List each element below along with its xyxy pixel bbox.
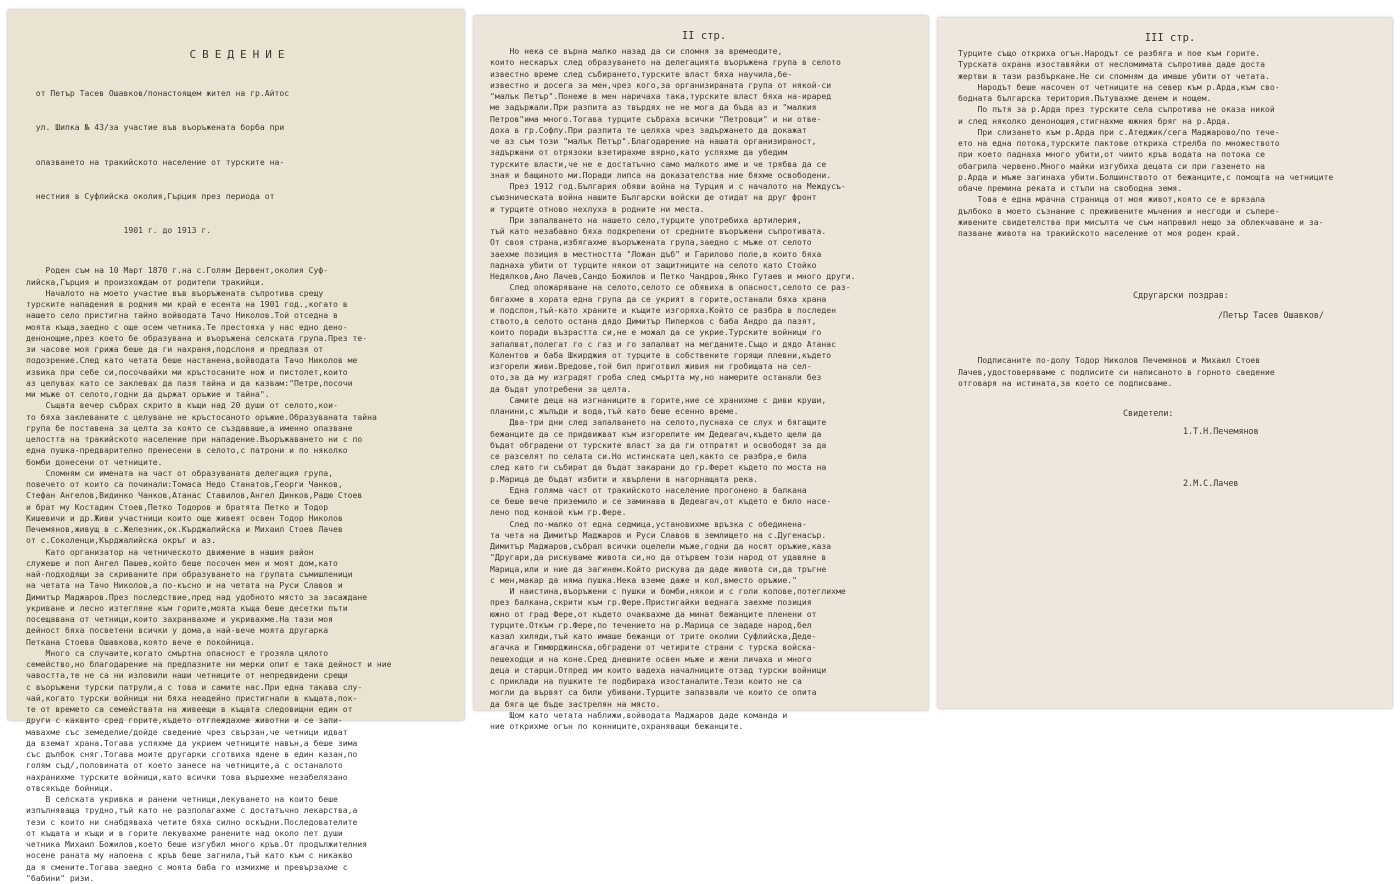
header-line: опазването на тракийското население от турските на-	[26, 156, 285, 167]
typed-line: че аз съм този "малък Петър".Благодарение на нашата организираност,	[490, 136, 817, 146]
typed-line: Началото на моето участие във въоръжената съпротива срещу	[26, 287, 324, 298]
signature: /Петър Тасев Ошавков/	[1218, 310, 1324, 321]
typed-line: ми мъже от селото,годни да държат оръжие и тайна".	[26, 389, 270, 399]
typed-line: повечето от които са починали:Томаса Недо Станатов,Георги Чанков,	[26, 479, 343, 489]
typed-line: да бяга ще бъде застрелян на място.	[490, 698, 661, 709]
typed-line: от с.Соколенци,Кърджалийска окръг и аз.	[26, 535, 217, 546]
page-1-title: СВЕДЕНИЕ	[189, 48, 291, 61]
typed-line: да я смените.Тогава заедно с моята баба го измихме и превързахме с	[26, 861, 348, 872]
typed-line: тъй като незабавно бяха подкрепени от средните въоръжени съпротивата.	[490, 226, 827, 236]
typed-line: и турците отново нехлуха в родните ни места.	[490, 203, 705, 214]
typed-line: които нескаръх след образуването на делегацията въоръжена група в селото	[490, 57, 841, 68]
document-page-3	[938, 18, 1392, 708]
typed-line: Това е една мрачна страница от моя живот,която се е врязала	[958, 194, 1265, 205]
typed-line: семейство,но благодарение на предпазните ни мерки опит е така дейност и ние	[26, 659, 392, 669]
typed-line: И наистина,въоръжени с пушки и бомби,някои и с голи колове,потеглихме	[490, 586, 846, 596]
typed-line: бодната българска територия.Пътувахме денем и нощем.	[958, 93, 1212, 103]
typed-line: най-подходящи за скриваните при образуването на групата съмишленици	[26, 569, 353, 579]
typed-line: при което паднаха много убити,от чиито кръв водата на потока се	[958, 149, 1265, 160]
typed-line: група бе поставена за целта за която се създаваше,а именно опазване	[26, 422, 353, 433]
header-line: ул. Шипка № 43/за участие във въоръжената борба при	[26, 122, 285, 133]
typed-line: Петров"има много.Тогава турците събраха всички "Петровци" и ни отве-	[490, 113, 822, 124]
typed-line: ството,в селото остана дядо Димитър Пиперков с баба Андро да пазят,	[490, 316, 817, 326]
typed-line: могли да вървят са били убивани.Турците запазвали че които се опита	[490, 687, 817, 698]
typed-line: дейност бяха посветени всички у дома,а най-вече моята другарка	[26, 625, 329, 636]
typed-line: По пътя за р.Арда през турските села съпротива не оказа никой	[958, 104, 1275, 115]
typed-line: ето на една потока,турските пактове откриха стрелба по множеството	[958, 138, 1280, 148]
typed-line: изгорели живи.Вредове,той бил приготвил живия ни гробищата на сел-	[490, 361, 812, 371]
typed-line: деца и старци.Отпред им които вадеха началниците отзад турски войници	[490, 664, 827, 675]
typed-line: пешеходци и на коне.Сред днешните освен мъже и жени личаха и много	[490, 653, 812, 664]
confirmation-line: отговаря на истината,за което се подписваме.	[958, 377, 1173, 388]
typed-line: целостта на тракийското население при нападение.Въоръжаването ни с по	[26, 434, 363, 444]
typed-line: с въоръжени турски патрули,а с това и самите нас.При една такава слу-	[26, 681, 363, 692]
typed-line: и брат му Костадин Стоев,Петко Тодоров и братята Петко и Тодор	[26, 501, 329, 512]
typed-line: служеше и поп Ангел Пашев,който беше посочен мен и моят дом,като	[26, 557, 338, 568]
typed-line: укриване и лесно изтегляне към горите,моята къща беше десетки пъти	[26, 602, 348, 613]
typed-line: денонощие,през което бе образувана и въоръжена селската група.През те-	[26, 332, 368, 343]
typed-line: от къщата и къщи и в горите лекувахме ранените над около пет души	[26, 827, 343, 838]
typed-line: се разселят по селата си.Но истинската цел,както се разбра,е била	[490, 451, 807, 461]
typed-line: Щом като четата наближи,войводата Маджаров даде команда и	[490, 709, 788, 720]
typed-line: посещавана от четници,които захранвахме и укривахме.На тази моя	[26, 614, 333, 624]
typed-line: запалват,полегат го с газ и го запалват на мегданите.Също и дядо Атанас	[490, 338, 836, 349]
typed-line: лено под конвой към гр.Фере.	[490, 507, 627, 518]
typed-line: с приклади на пушките те подбираха изостаналите.Тези които не са	[490, 676, 802, 686]
typed-line: съюзническата война нашите Български войски де отидат на друг фронт	[490, 192, 817, 203]
typed-line: аз целувах като се заклевах да пазя тайна и да казвам:"Петре,посочи	[26, 377, 353, 388]
typed-line: заехме позиция в местността "Ложан дъб" и Гарилово поле,в които бяха	[490, 248, 822, 259]
typed-line: "бабини" ризи.	[26, 872, 95, 883]
typed-line: агачка и Гюмюрджинска,обградени от четирите страни с турска войска-	[490, 642, 817, 653]
header-line: нестния в Суфлийска околия,Гърция през периода от	[26, 190, 275, 201]
typed-line: и подслон,тъй-като храните и къщите изгоряха.Който се разбра в последен	[490, 304, 836, 315]
typed-line: изпълняваща трудно,тъй като не разполагахме с достатъчно лекарства,а	[26, 805, 358, 816]
typed-line: бягахме в хората една група да се укрият в горите,останали бяха храна	[490, 293, 827, 304]
typed-line: "Другари,да рискуваме живота си,но да отървем този народ от удавяне в	[490, 552, 827, 563]
typed-line: тези с които ни снабдяваха четите бяха силно оскъдни.Последователите	[26, 816, 358, 827]
typed-line: През 1912 год.България обяви война на Турция и с началото на Междусъ-	[490, 181, 846, 191]
typed-line: мавахме със земеделие/дойде сведение чрез свързан,че четници идват	[26, 726, 348, 737]
typed-line: Стефан Ангелов,Видинко Чанков,Атанас Ставилов,Ангел Динков,Радю Стоев	[26, 490, 363, 501]
typed-line: през балкана,скрити към гр.Фере.Пристигайки веднага заехме позиция	[490, 597, 812, 608]
typed-line: Много са случаите,когато смъртна опасност е грозяла цялото	[26, 647, 329, 658]
header-line: 1901 г. до 1913 г.	[26, 225, 212, 235]
page-1-header	[26, 65, 454, 259]
typed-line: При слизането към р.Арда при с.Атеджик/сега Маджарово/по тече-	[958, 126, 1280, 137]
typed-line: известно и досега за мен,чрез кого,за организираната група от някой-си	[490, 79, 832, 90]
typed-line: Роден съм на 10 Март 1870 г.на с.Голям Дервент,околия Суф-	[26, 265, 329, 276]
typed-line: Турците също откриха огън.Народът се разбяга и пое към горите.	[958, 48, 1261, 58]
typed-line: след като ги събират да бъдат закарани до гр.Ферет където по моста на	[490, 462, 827, 473]
witnesses-label: Свидетели:	[1123, 408, 1174, 418]
typed-line: След по-малко от една седмица,установихме връзка с обединена-	[490, 518, 807, 529]
typed-line: зи часове моя грижа беше да ги нахраня,подслоня и предпазя от	[26, 344, 324, 354]
witness-2: 2.М.С.Лачев	[1183, 478, 1239, 488]
typed-line: то бяха заклеваните с целуване не кръстосаното оръжие.Образуваната тайна	[26, 411, 377, 422]
typed-line: Кишевичи и др.Живи участници които още живеят освен Тодор Николов	[26, 512, 343, 523]
typed-line: една пушка-предварително пренесени в селото,с патрони и по няколко	[26, 445, 348, 456]
typed-line: живените свидетелства при мисълта че съм направил нещо за облекчаване и за-	[958, 216, 1324, 227]
typed-line: Спомням си имената на част от образуваната делегация група,	[26, 467, 333, 478]
typed-line: турските власти,че не е достатъчно само малкото име и че трябва да се	[490, 158, 827, 169]
page-3-body	[958, 48, 1382, 239]
greeting: Сдругарски поздрав:	[1133, 290, 1229, 301]
document-page-2	[474, 16, 928, 731]
typed-line: паднаха убити от турците някои от защитниците на селото като Стойко	[490, 259, 817, 270]
typed-line: Петкана Стоева Ошавкова,която вече е покойница.	[26, 636, 256, 647]
typed-line: подозрение.След като четата беше настанена,войводата Тачо Николов ме	[26, 355, 358, 366]
typed-line: които поради възрастта си,не е можал да се укрие.Турските войници го	[490, 327, 822, 338]
typed-line: отвсякъде бойници.	[26, 782, 114, 793]
typed-line: След опожаряване на селото,селото се обявиха в опасност,селото се раз-	[490, 282, 851, 293]
typed-line: бомби донесени от четниците.	[26, 456, 163, 467]
typed-line: нашето село пристигна тайно войводата Тачо Николов.Той отседна в	[26, 310, 338, 321]
typed-line: голям съд/,половината от което занесе на четниците,а с останалото	[26, 760, 343, 771]
confirmation-line: Лачев,удостоверяваме с подписите си написаното в горното сведение	[958, 366, 1275, 377]
typed-line: Турската охрана изоставяйки от несломимата съпротива даде доста	[958, 59, 1265, 70]
typed-line: с мен,макар да няма пушка.Нека вземе даже и кол,вместо оръжие."	[490, 574, 797, 585]
typed-line: Печемянов,живущ в с.Железник,ок.Кърджалийска и Михаил Стоев Лачев	[26, 524, 343, 534]
page-3-title: III стр.	[1144, 32, 1196, 44]
typed-line: обагрила червено.Много майки изгубиха децата си при газенето на	[958, 160, 1265, 171]
typed-line: да бъдат употребени за целта.	[490, 383, 632, 394]
typed-line: се беше вече приземило и се заминава в Дедеагач,от където е било насе-	[490, 496, 832, 506]
typed-line: При запалването на нашето село,турците употребиха артилерия,	[490, 214, 802, 225]
typed-line: Същата вечер събрах скрито в къщи над 20 души от селото,кои-	[26, 400, 338, 411]
typed-line: да вземат храна.Тогава успяхме да укрием четниците навън,а беше зима	[26, 737, 358, 748]
confirmation-block	[958, 355, 1382, 389]
typed-line: ото,за да му изградят гроба след смъртта му,но намерите останали без	[490, 372, 822, 383]
typed-line: доха в гр.Софлу.При разпита те целяха чрез задържането да докажат	[490, 124, 807, 135]
typed-line: Народът беше насочен от четниците на север към р.Арда,към сво-	[958, 81, 1280, 92]
typed-line: моята къща,заедно с още осем четника.Те престояха у нас едно дено-	[26, 321, 348, 332]
typed-line: турците.Откъм гр.Фере,по течението на р.Марица се зададе народ,бел	[490, 619, 812, 630]
typed-line: казал хиляди,тъй като имаше бежанци от трите околии Суфлийска,Деде-	[490, 631, 817, 641]
typed-line: Димитър Маджаров.През последствие,пред над удобното място за засаждане	[26, 591, 368, 602]
typed-line: От своя страна,избягахме въоръжената група,заедно с мъже от селото	[490, 237, 812, 248]
typed-line: Като организатор на четническото движение в нашия район	[26, 546, 314, 557]
typed-line: известно време след събирането,турските власт бяха научила,бе-	[490, 68, 793, 79]
header-line: от Петър Тасев Ошавков/понастоящем жител на гр.Айтос	[26, 88, 290, 98]
typed-line: Самите деца на изгнаниците в горите,ние се хранихме с диви круши,	[490, 394, 827, 405]
confirmation-line: Подписаните по-долу Тодор Николов Печемянов и Михаил Стоев	[958, 355, 1261, 366]
typed-line: със дълбок сняг.Тогава моите другарки сготвиха ядене в един казан,по	[26, 749, 358, 759]
typed-line: други с каквито сред горите,където отглеждахме животни и се запи-	[26, 715, 343, 726]
typed-line: Марица,или и ние да загинем.Който рискува да даде живота си,да тръгне	[490, 563, 827, 574]
page-2-body	[490, 46, 918, 732]
witness-1: 1.Т.Н.Печемянов	[1183, 426, 1259, 436]
typed-line: четника Михаил Божилов,което беше изгубил много кръв.От продължителния	[26, 839, 368, 849]
typed-line: р.Марица де бъдат избити и хвърлени в нагорнащата река.	[490, 473, 759, 484]
typed-line: планини,с жълъди и вода,тъй като беше есенно време.	[490, 406, 739, 416]
document-page-1	[8, 10, 464, 883]
typed-line: "малък Петър".Понеже в мен наричаха така,турските власт бяха на-ираред	[490, 91, 832, 101]
page-1-body	[26, 265, 454, 884]
typed-line: южно от град Фере,от където очаквахме да минат бежанците пленени от	[490, 608, 817, 619]
typed-line: чавостта,те не са ни изловили наши четниците от непредвидени срещи	[26, 670, 348, 681]
typed-line: извика при себе си,посочвайки ми кръстосаните нож и пистолет,които	[26, 366, 348, 377]
typed-line: ние открихме огън по конниците,охраняващи бежанците.	[490, 721, 744, 731]
typed-line: Два-три дни след запалването на селото,пуснаха се слух и бягащите	[490, 417, 827, 428]
typed-line: Една голяма част от тракийското население прогонено в балкана	[490, 484, 807, 495]
typed-line: р.Арда и мъже загинаха убити.Болшинството от бежанците,с помощта на четниците	[958, 171, 1334, 182]
typed-line: Колентов и баба Шкирджия от турците в собствените горящи плевни,където	[490, 349, 832, 360]
typed-line: Недялков,Ано Лачев,Сандо Божилов и Петко Чандров,Янко Гутаев и много други.	[490, 271, 856, 281]
page-2-title: II стр.	[681, 30, 727, 42]
typed-line: пазване живота на тракийското население от моя роден край.	[958, 228, 1241, 238]
typed-line: обаче премина реката и стъпи на свободна земя.	[958, 183, 1183, 193]
typed-line: та чета на Димитър Маджаров и Руси Славов в землището на с.Дугенасър.	[490, 529, 827, 540]
typed-line: жертви в тази разбъркане.Не си спомням да имаше убити от четата.	[958, 70, 1270, 81]
typed-line: лийска,Гърция и произхождам от родители тракийци.	[26, 276, 265, 287]
typed-line: задържани от отрязоки взетирахме вярно,като успяхме да убедим	[490, 147, 788, 158]
typed-line: те от времето са семействата на живеещи в къщата следовищни един от	[26, 704, 353, 714]
typed-line: бъдат обградени от турските власт за да ги отпратят и освободят за да	[490, 439, 827, 450]
typed-line: зная и бащиното ми.Поради липса на доказателства ние бяхме освободени.	[490, 169, 832, 180]
typed-line: чай,когато турски войници ни бяха неадейно пристигнали в къщата,пок-	[26, 692, 358, 703]
typed-line: Димитър Маджаров,събрал всички оцелели мъже,годни да носят оръжие,каза	[490, 541, 832, 551]
typed-line: Но нека се върна малко назад да си спомня за времеодите,	[490, 46, 783, 56]
typed-line: ме задържали.При разпита аз твърдях не не мога да бъда аз и "малкия	[490, 102, 817, 113]
typed-line: и след няколко денонощия,стигнахме южния бряг на р.Арда.	[958, 115, 1231, 126]
typed-line: нахранихме турските войници,като всички това вършехме незабелязано	[26, 771, 348, 782]
typed-line: бежанците да се придвижват към изгорелите им Дедеагач,където щели да	[490, 428, 822, 439]
typed-line: носене раната му напоена с кръв беше загнила,тъй като към с никакво	[26, 850, 353, 861]
typed-line: В селската укривка и ранени четници,лекуването на които беше	[26, 794, 338, 804]
typed-line: на четата на Тачо Николов,а по-късно и на четата на Руси Славов и	[26, 580, 343, 591]
typed-line: дълбоко в моето съзнание с преживените мъчения и несгоди и съпере-	[958, 205, 1280, 216]
typed-line: турските нападения в родния ми край е есента на 1901 год.,когато в	[26, 299, 348, 309]
